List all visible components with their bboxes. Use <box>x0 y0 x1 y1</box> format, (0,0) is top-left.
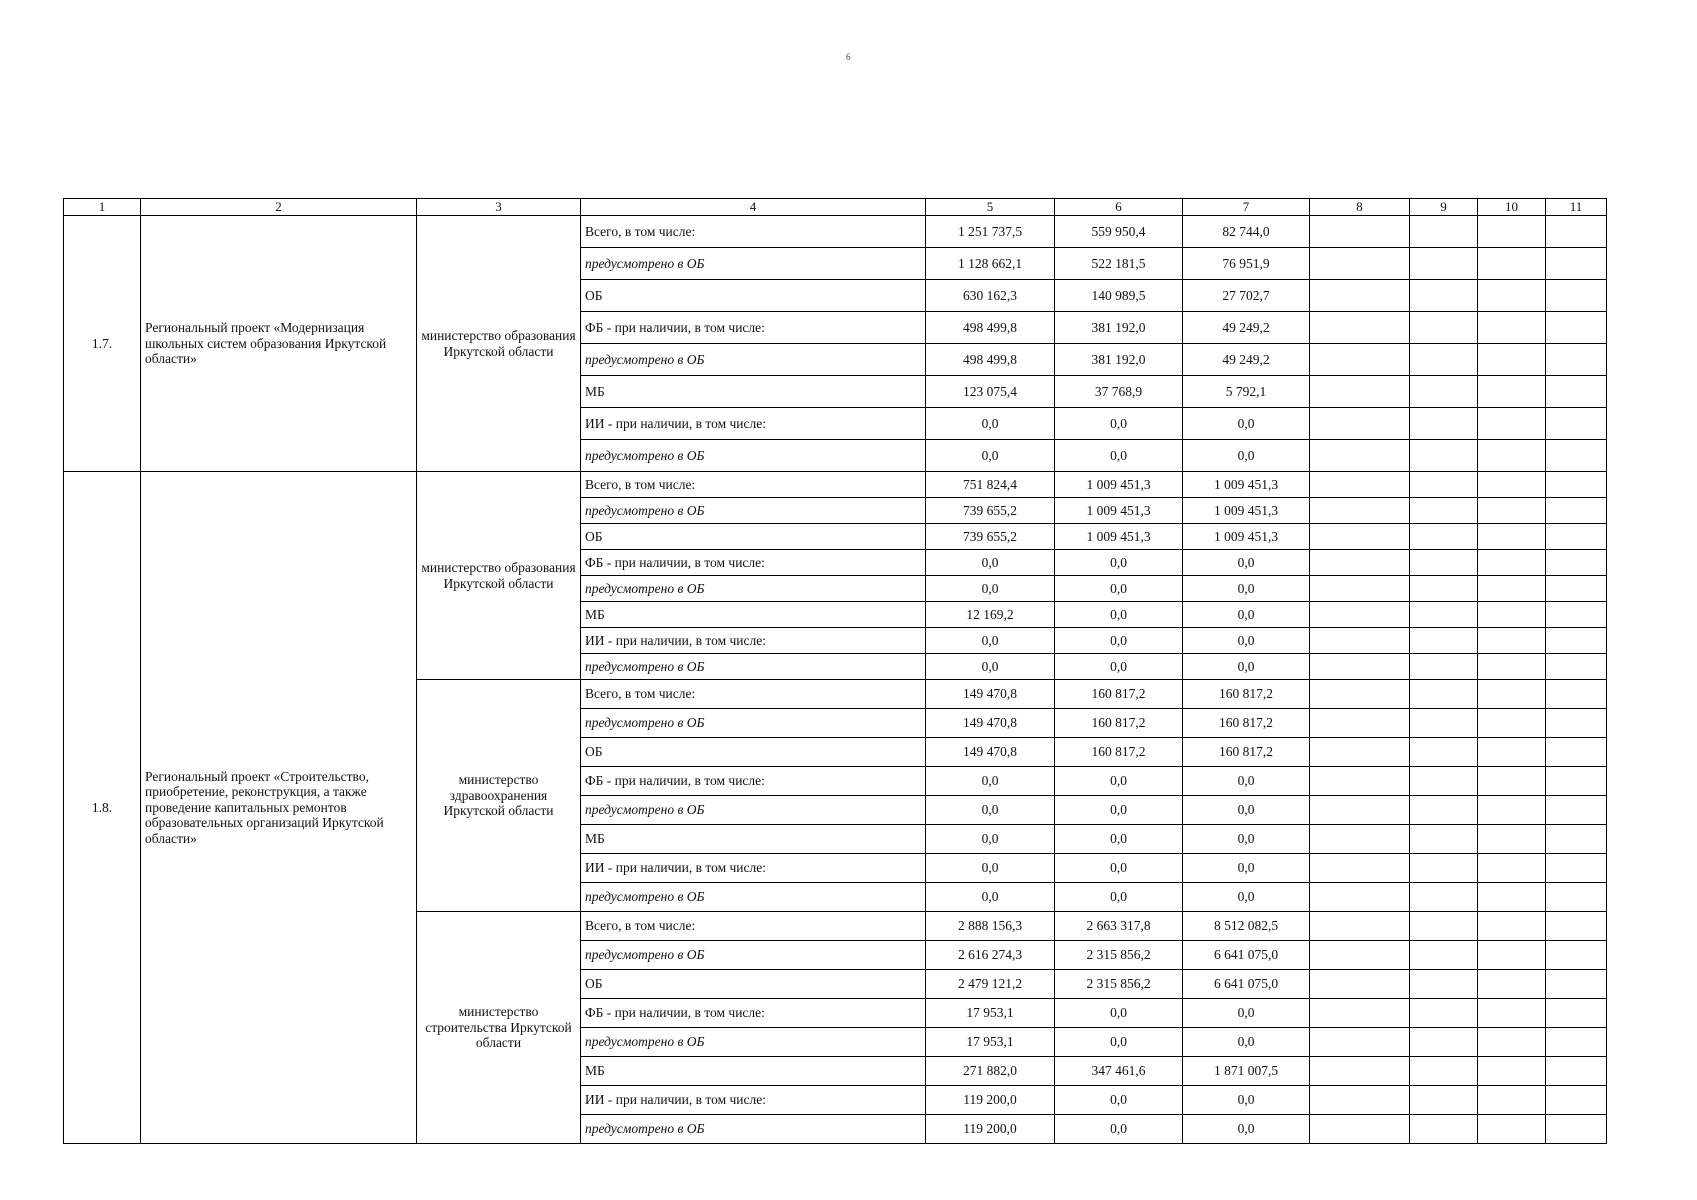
empty-cell-11 <box>1546 440 1607 472</box>
funding-source: МБ <box>581 1057 926 1086</box>
value-col-5: 17 953,1 <box>926 1028 1055 1057</box>
funding-source: Всего, в том числе: <box>581 472 926 498</box>
column-header: 9 <box>1410 199 1478 216</box>
empty-cell-11 <box>1546 854 1607 883</box>
empty-cell-8 <box>1310 376 1410 408</box>
value-col-7: 82 744,0 <box>1183 216 1310 248</box>
empty-cell-8 <box>1310 680 1410 709</box>
funding-source: ФБ - при наличии, в том числе: <box>581 767 926 796</box>
value-col-5: 0,0 <box>926 654 1055 680</box>
empty-cell-8 <box>1310 408 1410 440</box>
empty-cell-11 <box>1546 602 1607 628</box>
value-col-6: 347 461,6 <box>1055 1057 1183 1086</box>
empty-cell-8 <box>1310 738 1410 767</box>
value-col-6: 2 315 856,2 <box>1055 941 1183 970</box>
executor-name: министерство образования Иркутской области <box>417 216 581 472</box>
empty-cell-11 <box>1546 408 1607 440</box>
empty-cell-8 <box>1310 767 1410 796</box>
empty-cell-9 <box>1410 709 1478 738</box>
empty-cell-9 <box>1410 216 1478 248</box>
empty-cell-10 <box>1478 628 1546 654</box>
empty-cell-11 <box>1546 628 1607 654</box>
value-col-6: 0,0 <box>1055 1115 1183 1144</box>
empty-cell-9 <box>1410 970 1478 999</box>
funding-source: ОБ <box>581 524 926 550</box>
page-number: 6 <box>846 52 851 62</box>
value-col-6: 0,0 <box>1055 628 1183 654</box>
value-col-5: 751 824,4 <box>926 472 1055 498</box>
value-col-6: 0,0 <box>1055 1086 1183 1115</box>
empty-cell-9 <box>1410 550 1478 576</box>
empty-cell-8 <box>1310 576 1410 602</box>
value-col-7: 0,0 <box>1183 1115 1310 1144</box>
value-col-7: 160 817,2 <box>1183 738 1310 767</box>
value-col-5: 2 888 156,3 <box>926 912 1055 941</box>
project-name: Региональный проект «Модернизация школьных систем образования Иркутской области» <box>141 216 417 472</box>
value-col-6: 522 181,5 <box>1055 248 1183 280</box>
funding-source: ОБ <box>581 280 926 312</box>
value-col-5: 12 169,2 <box>926 602 1055 628</box>
value-col-5: 739 655,2 <box>926 524 1055 550</box>
empty-cell-8 <box>1310 854 1410 883</box>
empty-cell-10 <box>1478 1086 1546 1115</box>
empty-cell-10 <box>1478 1115 1546 1144</box>
empty-cell-10 <box>1478 602 1546 628</box>
empty-cell-11 <box>1546 709 1607 738</box>
funding-source: предусмотрено в ОБ <box>581 440 926 472</box>
value-col-7: 0,0 <box>1183 825 1310 854</box>
empty-cell-9 <box>1410 854 1478 883</box>
funding-source: МБ <box>581 376 926 408</box>
empty-cell-9 <box>1410 796 1478 825</box>
value-col-7: 0,0 <box>1183 883 1310 912</box>
empty-cell-8 <box>1310 248 1410 280</box>
value-col-7: 76 951,9 <box>1183 248 1310 280</box>
empty-cell-11 <box>1546 472 1607 498</box>
value-col-5: 739 655,2 <box>926 498 1055 524</box>
funding-source: ИИ - при наличии, в том числе: <box>581 628 926 654</box>
value-col-6: 2 663 317,8 <box>1055 912 1183 941</box>
empty-cell-10 <box>1478 472 1546 498</box>
value-col-7: 6 641 075,0 <box>1183 970 1310 999</box>
empty-cell-11 <box>1546 767 1607 796</box>
value-col-5: 149 470,8 <box>926 709 1055 738</box>
empty-cell-9 <box>1410 280 1478 312</box>
empty-cell-8 <box>1310 999 1410 1028</box>
empty-cell-10 <box>1478 738 1546 767</box>
value-col-6: 0,0 <box>1055 854 1183 883</box>
funding-source: ИИ - при наличии, в том числе: <box>581 1086 926 1115</box>
value-col-6: 0,0 <box>1055 440 1183 472</box>
empty-cell-10 <box>1478 216 1546 248</box>
value-col-5: 498 499,8 <box>926 312 1055 344</box>
funding-source: предусмотрено в ОБ <box>581 248 926 280</box>
empty-cell-11 <box>1546 498 1607 524</box>
value-col-6: 1 009 451,3 <box>1055 524 1183 550</box>
value-col-6: 0,0 <box>1055 883 1183 912</box>
value-col-6: 1 009 451,3 <box>1055 472 1183 498</box>
value-col-5: 119 200,0 <box>926 1086 1055 1115</box>
value-col-5: 271 882,0 <box>926 1057 1055 1086</box>
empty-cell-10 <box>1478 912 1546 941</box>
empty-cell-11 <box>1546 344 1607 376</box>
empty-cell-9 <box>1410 738 1478 767</box>
empty-cell-8 <box>1310 312 1410 344</box>
empty-cell-8 <box>1310 1115 1410 1144</box>
empty-cell-9 <box>1410 408 1478 440</box>
budget-table <box>63 198 1607 1144</box>
value-col-7: 1 871 007,5 <box>1183 1057 1310 1086</box>
empty-cell-10 <box>1478 970 1546 999</box>
funding-source: предусмотрено в ОБ <box>581 498 926 524</box>
funding-source: МБ <box>581 825 926 854</box>
empty-cell-9 <box>1410 248 1478 280</box>
empty-cell-11 <box>1546 941 1607 970</box>
empty-cell-10 <box>1478 344 1546 376</box>
value-col-6: 0,0 <box>1055 796 1183 825</box>
empty-cell-10 <box>1478 883 1546 912</box>
column-header: 10 <box>1478 199 1546 216</box>
value-col-5: 0,0 <box>926 440 1055 472</box>
empty-cell-10 <box>1478 1057 1546 1086</box>
empty-cell-11 <box>1546 550 1607 576</box>
funding-source: предусмотрено в ОБ <box>581 941 926 970</box>
empty-cell-9 <box>1410 498 1478 524</box>
value-col-6: 0,0 <box>1055 408 1183 440</box>
empty-cell-10 <box>1478 408 1546 440</box>
value-col-6: 0,0 <box>1055 654 1183 680</box>
empty-cell-8 <box>1310 1057 1410 1086</box>
empty-cell-10 <box>1478 524 1546 550</box>
value-col-5: 0,0 <box>926 854 1055 883</box>
value-col-5: 149 470,8 <box>926 680 1055 709</box>
empty-cell-9 <box>1410 999 1478 1028</box>
value-col-7: 160 817,2 <box>1183 709 1310 738</box>
empty-cell-11 <box>1546 883 1607 912</box>
value-col-7: 0,0 <box>1183 1028 1310 1057</box>
value-col-5: 1 251 737,5 <box>926 216 1055 248</box>
value-col-6: 0,0 <box>1055 576 1183 602</box>
empty-cell-11 <box>1546 1115 1607 1144</box>
empty-cell-8 <box>1310 941 1410 970</box>
project-name: Региональный проект «Строительство, приобретение, реконструкция, а также проведение капитальных ремонтов образовательных организаций Иркутской области» <box>141 472 417 1144</box>
empty-cell-9 <box>1410 344 1478 376</box>
value-col-5: 0,0 <box>926 550 1055 576</box>
empty-cell-9 <box>1410 628 1478 654</box>
funding-source: ФБ - при наличии, в том числе: <box>581 312 926 344</box>
value-col-5: 630 162,3 <box>926 280 1055 312</box>
empty-cell-10 <box>1478 248 1546 280</box>
value-col-5: 17 953,1 <box>926 999 1055 1028</box>
value-col-6: 0,0 <box>1055 767 1183 796</box>
empty-cell-9 <box>1410 680 1478 709</box>
value-col-5: 119 200,0 <box>926 1115 1055 1144</box>
empty-cell-10 <box>1478 654 1546 680</box>
value-col-6: 2 315 856,2 <box>1055 970 1183 999</box>
empty-cell-9 <box>1410 654 1478 680</box>
empty-cell-9 <box>1410 312 1478 344</box>
empty-cell-11 <box>1546 738 1607 767</box>
value-col-7: 6 641 075,0 <box>1183 941 1310 970</box>
funding-source: ОБ <box>581 738 926 767</box>
empty-cell-10 <box>1478 796 1546 825</box>
value-col-5: 2 616 274,3 <box>926 941 1055 970</box>
empty-cell-8 <box>1310 883 1410 912</box>
empty-cell-9 <box>1410 767 1478 796</box>
funding-source: МБ <box>581 602 926 628</box>
empty-cell-11 <box>1546 1086 1607 1115</box>
empty-cell-11 <box>1546 970 1607 999</box>
value-col-7: 1 009 451,3 <box>1183 472 1310 498</box>
empty-cell-8 <box>1310 440 1410 472</box>
empty-cell-11 <box>1546 524 1607 550</box>
value-col-7: 0,0 <box>1183 1086 1310 1115</box>
value-col-6: 0,0 <box>1055 825 1183 854</box>
funding-source: Всего, в том числе: <box>581 912 926 941</box>
empty-cell-8 <box>1310 524 1410 550</box>
funding-source: ИИ - при наличии, в том числе: <box>581 408 926 440</box>
empty-cell-10 <box>1478 576 1546 602</box>
value-col-5: 0,0 <box>926 576 1055 602</box>
value-col-5: 123 075,4 <box>926 376 1055 408</box>
funding-source: предусмотрено в ОБ <box>581 796 926 825</box>
column-number-row <box>64 199 1607 216</box>
empty-cell-9 <box>1410 941 1478 970</box>
value-col-7: 0,0 <box>1183 628 1310 654</box>
funding-source: предусмотрено в ОБ <box>581 344 926 376</box>
empty-cell-9 <box>1410 1028 1478 1057</box>
funding-source: ОБ <box>581 970 926 999</box>
value-col-7: 49 249,2 <box>1183 312 1310 344</box>
empty-cell-10 <box>1478 550 1546 576</box>
value-col-7: 0,0 <box>1183 796 1310 825</box>
empty-cell-8 <box>1310 550 1410 576</box>
funding-source: предусмотрено в ОБ <box>581 654 926 680</box>
value-col-6: 140 989,5 <box>1055 280 1183 312</box>
table-row <box>64 472 1607 498</box>
empty-cell-10 <box>1478 1028 1546 1057</box>
value-col-7: 1 009 451,3 <box>1183 524 1310 550</box>
value-col-6: 0,0 <box>1055 550 1183 576</box>
value-col-5: 0,0 <box>926 883 1055 912</box>
value-col-7: 0,0 <box>1183 854 1310 883</box>
empty-cell-8 <box>1310 970 1410 999</box>
column-header: 6 <box>1055 199 1183 216</box>
value-col-7: 1 009 451,3 <box>1183 498 1310 524</box>
value-col-5: 0,0 <box>926 767 1055 796</box>
value-col-6: 559 950,4 <box>1055 216 1183 248</box>
funding-source: ФБ - при наличии, в том числе: <box>581 550 926 576</box>
value-col-5: 0,0 <box>926 825 1055 854</box>
empty-cell-11 <box>1546 999 1607 1028</box>
value-col-7: 8 512 082,5 <box>1183 912 1310 941</box>
empty-cell-11 <box>1546 825 1607 854</box>
column-header: 5 <box>926 199 1055 216</box>
empty-cell-10 <box>1478 767 1546 796</box>
empty-cell-8 <box>1310 654 1410 680</box>
empty-cell-9 <box>1410 376 1478 408</box>
empty-cell-11 <box>1546 248 1607 280</box>
value-col-5: 0,0 <box>926 408 1055 440</box>
funding-source: Всего, в том числе: <box>581 680 926 709</box>
project-number: 1.7. <box>64 216 141 472</box>
funding-source: ФБ - при наличии, в том числе: <box>581 999 926 1028</box>
empty-cell-11 <box>1546 1057 1607 1086</box>
funding-source: предусмотрено в ОБ <box>581 709 926 738</box>
column-header: 4 <box>581 199 926 216</box>
empty-cell-11 <box>1546 1028 1607 1057</box>
funding-source: предусмотрено в ОБ <box>581 576 926 602</box>
empty-cell-10 <box>1478 941 1546 970</box>
empty-cell-11 <box>1546 680 1607 709</box>
funding-source: предусмотрено в ОБ <box>581 1115 926 1144</box>
empty-cell-11 <box>1546 796 1607 825</box>
empty-cell-8 <box>1310 628 1410 654</box>
empty-cell-8 <box>1310 472 1410 498</box>
value-col-5: 1 128 662,1 <box>926 248 1055 280</box>
empty-cell-10 <box>1478 680 1546 709</box>
empty-cell-10 <box>1478 709 1546 738</box>
value-col-7: 0,0 <box>1183 654 1310 680</box>
empty-cell-8 <box>1310 280 1410 312</box>
column-header: 7 <box>1183 199 1310 216</box>
value-col-5: 149 470,8 <box>926 738 1055 767</box>
empty-cell-10 <box>1478 376 1546 408</box>
funding-source: Всего, в том числе: <box>581 216 926 248</box>
empty-cell-10 <box>1478 498 1546 524</box>
empty-cell-10 <box>1478 280 1546 312</box>
empty-cell-9 <box>1410 472 1478 498</box>
value-col-7: 160 817,2 <box>1183 680 1310 709</box>
column-header: 8 <box>1310 199 1410 216</box>
empty-cell-9 <box>1410 883 1478 912</box>
value-col-7: 0,0 <box>1183 576 1310 602</box>
value-col-6: 381 192,0 <box>1055 312 1183 344</box>
empty-cell-8 <box>1310 709 1410 738</box>
value-col-7: 0,0 <box>1183 550 1310 576</box>
empty-cell-9 <box>1410 1115 1478 1144</box>
value-col-6: 37 768,9 <box>1055 376 1183 408</box>
executor-name: министерство здравоохранения Иркутской области <box>417 680 581 912</box>
value-col-6: 0,0 <box>1055 999 1183 1028</box>
empty-cell-9 <box>1410 524 1478 550</box>
value-col-7: 49 249,2 <box>1183 344 1310 376</box>
value-col-6: 160 817,2 <box>1055 738 1183 767</box>
value-col-5: 0,0 <box>926 628 1055 654</box>
value-col-6: 1 009 451,3 <box>1055 498 1183 524</box>
table-row <box>64 216 1607 248</box>
funding-source: предусмотрено в ОБ <box>581 883 926 912</box>
empty-cell-8 <box>1310 602 1410 628</box>
column-header: 1 <box>64 199 141 216</box>
value-col-6: 0,0 <box>1055 602 1183 628</box>
empty-cell-9 <box>1410 1086 1478 1115</box>
executor-name: министерство строительства Иркутской области <box>417 912 581 1144</box>
empty-cell-8 <box>1310 825 1410 854</box>
funding-source: ИИ - при наличии, в том числе: <box>581 854 926 883</box>
empty-cell-9 <box>1410 576 1478 602</box>
value-col-5: 498 499,8 <box>926 344 1055 376</box>
empty-cell-8 <box>1310 498 1410 524</box>
column-header: 11 <box>1546 199 1607 216</box>
empty-cell-11 <box>1546 312 1607 344</box>
value-col-5: 2 479 121,2 <box>926 970 1055 999</box>
empty-cell-11 <box>1546 216 1607 248</box>
empty-cell-9 <box>1410 1057 1478 1086</box>
empty-cell-10 <box>1478 312 1546 344</box>
empty-cell-10 <box>1478 440 1546 472</box>
empty-cell-10 <box>1478 854 1546 883</box>
empty-cell-9 <box>1410 912 1478 941</box>
value-col-6: 160 817,2 <box>1055 709 1183 738</box>
empty-cell-8 <box>1310 796 1410 825</box>
value-col-5: 0,0 <box>926 796 1055 825</box>
value-col-7: 0,0 <box>1183 767 1310 796</box>
empty-cell-8 <box>1310 1086 1410 1115</box>
empty-cell-11 <box>1546 912 1607 941</box>
value-col-6: 160 817,2 <box>1055 680 1183 709</box>
column-header: 2 <box>141 199 417 216</box>
value-col-7: 0,0 <box>1183 408 1310 440</box>
empty-cell-11 <box>1546 654 1607 680</box>
value-col-7: 27 702,7 <box>1183 280 1310 312</box>
executor-name: министерство образования Иркутской области <box>417 472 581 680</box>
funding-source: предусмотрено в ОБ <box>581 1028 926 1057</box>
empty-cell-11 <box>1546 576 1607 602</box>
empty-cell-9 <box>1410 825 1478 854</box>
empty-cell-8 <box>1310 216 1410 248</box>
value-col-6: 0,0 <box>1055 1028 1183 1057</box>
column-header: 3 <box>417 199 581 216</box>
empty-cell-8 <box>1310 344 1410 376</box>
value-col-7: 5 792,1 <box>1183 376 1310 408</box>
value-col-7: 0,0 <box>1183 440 1310 472</box>
value-col-7: 0,0 <box>1183 602 1310 628</box>
empty-cell-8 <box>1310 1028 1410 1057</box>
empty-cell-11 <box>1546 280 1607 312</box>
empty-cell-8 <box>1310 912 1410 941</box>
empty-cell-9 <box>1410 602 1478 628</box>
empty-cell-11 <box>1546 376 1607 408</box>
empty-cell-10 <box>1478 825 1546 854</box>
value-col-7: 0,0 <box>1183 999 1310 1028</box>
empty-cell-10 <box>1478 999 1546 1028</box>
project-number: 1.8. <box>64 472 141 1144</box>
empty-cell-9 <box>1410 440 1478 472</box>
value-col-6: 381 192,0 <box>1055 344 1183 376</box>
